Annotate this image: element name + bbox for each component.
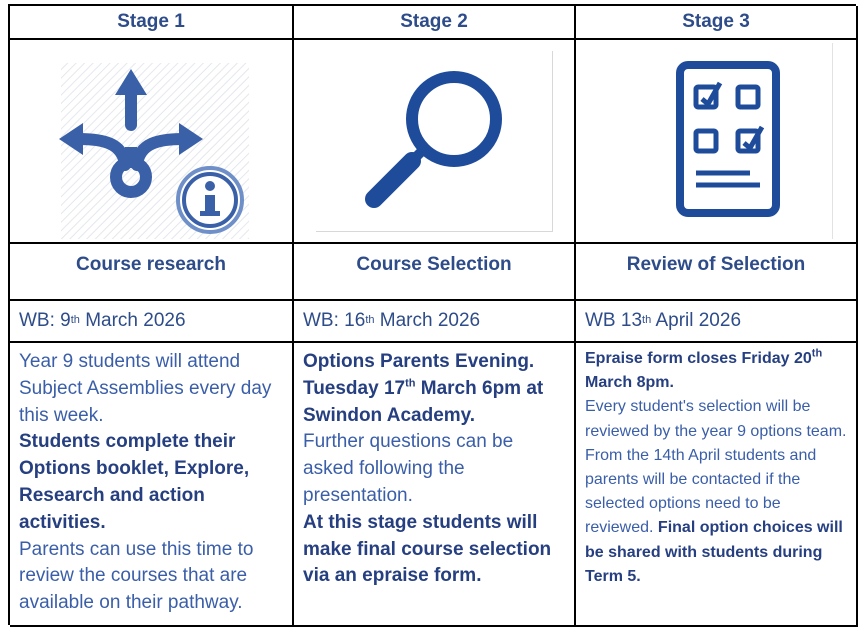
stage-2-week-prefix: WB: 16 (303, 310, 366, 331)
options-timeline-table (8, 4, 856, 625)
stage-3-para-1a: Epraise form closes Friday 20 (585, 350, 812, 367)
stage-2-para-3: At this stage students will make final course selection via an epraise form. (303, 511, 552, 587)
stage-3-para-2: Every student's selection will be reviewed by the year 9 options team. (585, 398, 847, 440)
stage-2-para-1a: Options Parents Evening. Tuesday 17 (303, 351, 535, 399)
stage-1-para-2: Students complete their Options booklet, Explore, Research and action activities. (19, 431, 250, 533)
stage-3-description (576, 343, 858, 627)
stage-3-week-sup: th (642, 314, 652, 326)
stage-1-para-1: Year 9 students will attend Subject Assemblies every day this week. (19, 351, 272, 426)
stage-3-week-prefix: WB 13 (585, 310, 643, 331)
stage-2-week (294, 301, 576, 343)
stage-1-image-cell (10, 40, 294, 244)
stage-3-image-cell (576, 40, 858, 244)
stage-2-para-1b: March 6pm at Swindon Academy. (303, 377, 549, 426)
stage-3-header: Stage 3 (576, 6, 858, 40)
stage-1-week-sup: th (70, 314, 80, 326)
stage-2-week-suffix: March 2026 (374, 310, 481, 331)
stage-3-para-3: From the 14th April students and parents will be contacted if the selected options need to be reviewed. (585, 446, 817, 537)
stage-3-para-1-sup: th (811, 347, 823, 360)
stage-3-para-4: Final option choices will be shared with students during Term 5. (585, 519, 848, 585)
stage-3-week (576, 301, 858, 343)
stage-3-title: Review of Selection (576, 244, 858, 301)
stage-2-para-2: Further questions can be asked following the presentation. (303, 431, 514, 506)
stage-2-para-1 (303, 351, 549, 426)
checklist-form-icon (600, 43, 833, 239)
branching-arrows-info-icon (53, 43, 249, 239)
stage-2-title: Course Selection (294, 244, 576, 301)
stage-1-week-prefix: WB: 9 (19, 310, 71, 331)
stage-1-title: Course research (10, 244, 294, 301)
stage-2-header: Stage 2 (294, 6, 576, 40)
stage-1-description (10, 343, 294, 627)
stage-1-header: Stage 1 (10, 6, 294, 40)
stage-2-week-sup: th (365, 314, 375, 326)
stage-2-description (294, 343, 576, 627)
stage-1-para-3: Parents can use this time to review the courses that are available on their pathway. (19, 538, 254, 614)
magnifying-glass-icon (316, 51, 553, 232)
stage-3-week-suffix: April 2026 (651, 310, 742, 331)
stage-3-para-1b: March 8pm. (585, 350, 827, 392)
stage-2-image-cell (294, 40, 576, 244)
stage-1-week (10, 301, 294, 343)
stage-2-para-1-sup: th (405, 377, 416, 390)
stage-1-week-suffix: March 2026 (79, 310, 186, 331)
stage-3-para-1 (585, 347, 827, 392)
